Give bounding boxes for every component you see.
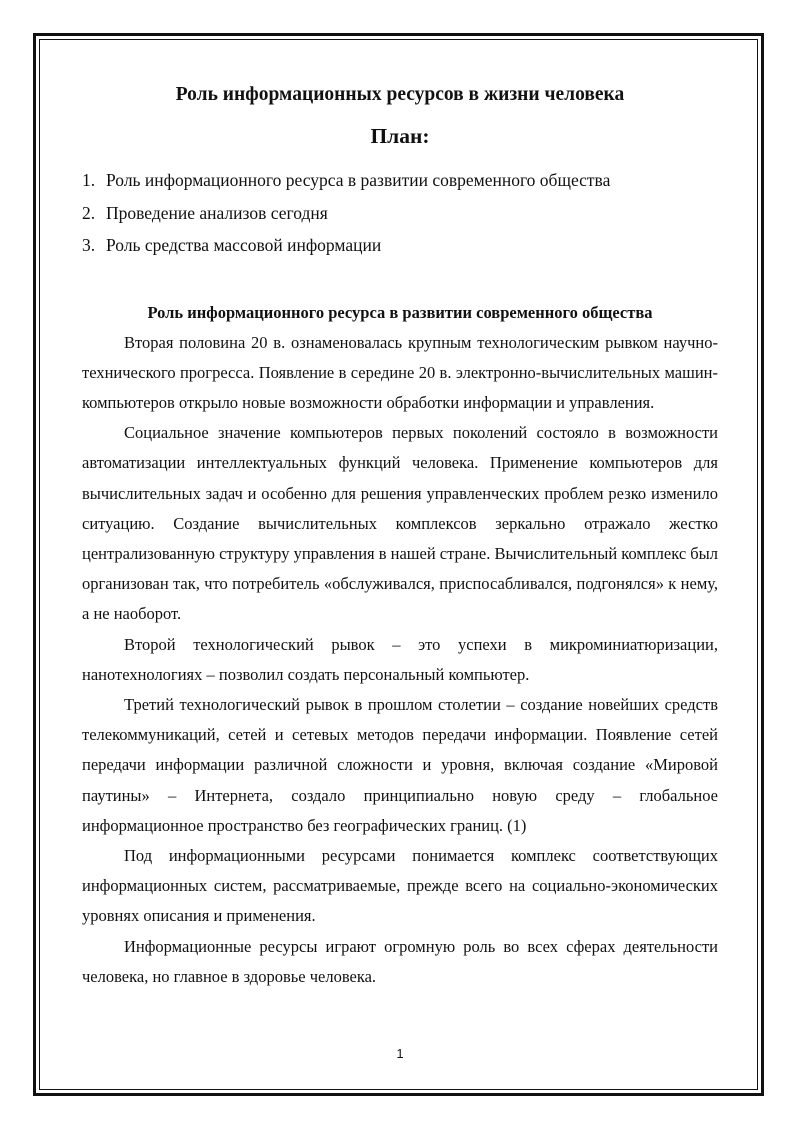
plan-item-number: 3.: [82, 235, 96, 255]
paragraph: Под информационными ресурсами понимается комплекс соответствующих информационных систем, рассматриваемые, прежде всего на социально-экономических уровнях описания и применения.: [82, 845, 718, 926]
paragraph: Социальное значение компьютеров первых поколений состояло в возможности автоматизации интеллектуальных функций человека. Применение компьютеров для вычислительных задач и особенно для решения управленческих проблем резко изменило ситуацию. Создание вычислительных комплексов зеркально отражало жестко централизованную структуру управления в нашей стране. Вычислительный комплекс был организован так, что потребитель «обслуживался, приспосабливался, подгонялся» к нему, а не наоборот.: [82, 423, 718, 624]
paragraph: Второй технологический рывок – это успехи в микроминиатюризации, нанотехнологиях – позволил создать персональный компьютер.: [82, 634, 718, 684]
plan-item-text: Роль средства массовой информации: [106, 235, 382, 255]
plan-item: [82, 164, 718, 197]
document-title: Роль информационных ресурсов в жизни человека: [175, 84, 625, 105]
plan-title: План:: [370, 124, 430, 148]
plan-item-number: 2.: [82, 202, 96, 223]
paragraph: Информационные ресурсы играют огромную роль во всех сферах деятельности человека, но главное в здоровье человека.: [82, 936, 718, 986]
paragraph: Вторая половина 20 в. ознаменовалась крупным технологическим рывком научно-технического прогресса. Появление в середине 20 в. электронно-вычислительных машин-компьютеров открыло новые возможности обработки информации и управления.: [82, 332, 718, 412]
section-heading: Роль информационного ресурса в развитии современного общества: [147, 302, 653, 322]
plan-item: [82, 229, 718, 262]
paragraph: Третий технологический рывок в прошлом столетии – создание новейших средств телекоммуникаций, сетей и сетевых методов передачи информации. Появление сетей передачи информации различной сложности и уровня, включая создание «Мировой паутины» – Интернета, создало принципиально новую среду – глобальное информационное пространство без географических границ. (1): [82, 694, 718, 835]
document-body: [82, 78, 718, 992]
plan-item-number: 1.: [82, 170, 96, 190]
plan-item: [82, 197, 718, 230]
plan-list: [82, 164, 718, 262]
plan-item-text: Роль информационного ресурса в развитии современного общества: [106, 170, 611, 190]
plan-item-text: Проведение анализов сегодня: [106, 202, 328, 223]
page-number: 1: [396, 1046, 404, 1061]
